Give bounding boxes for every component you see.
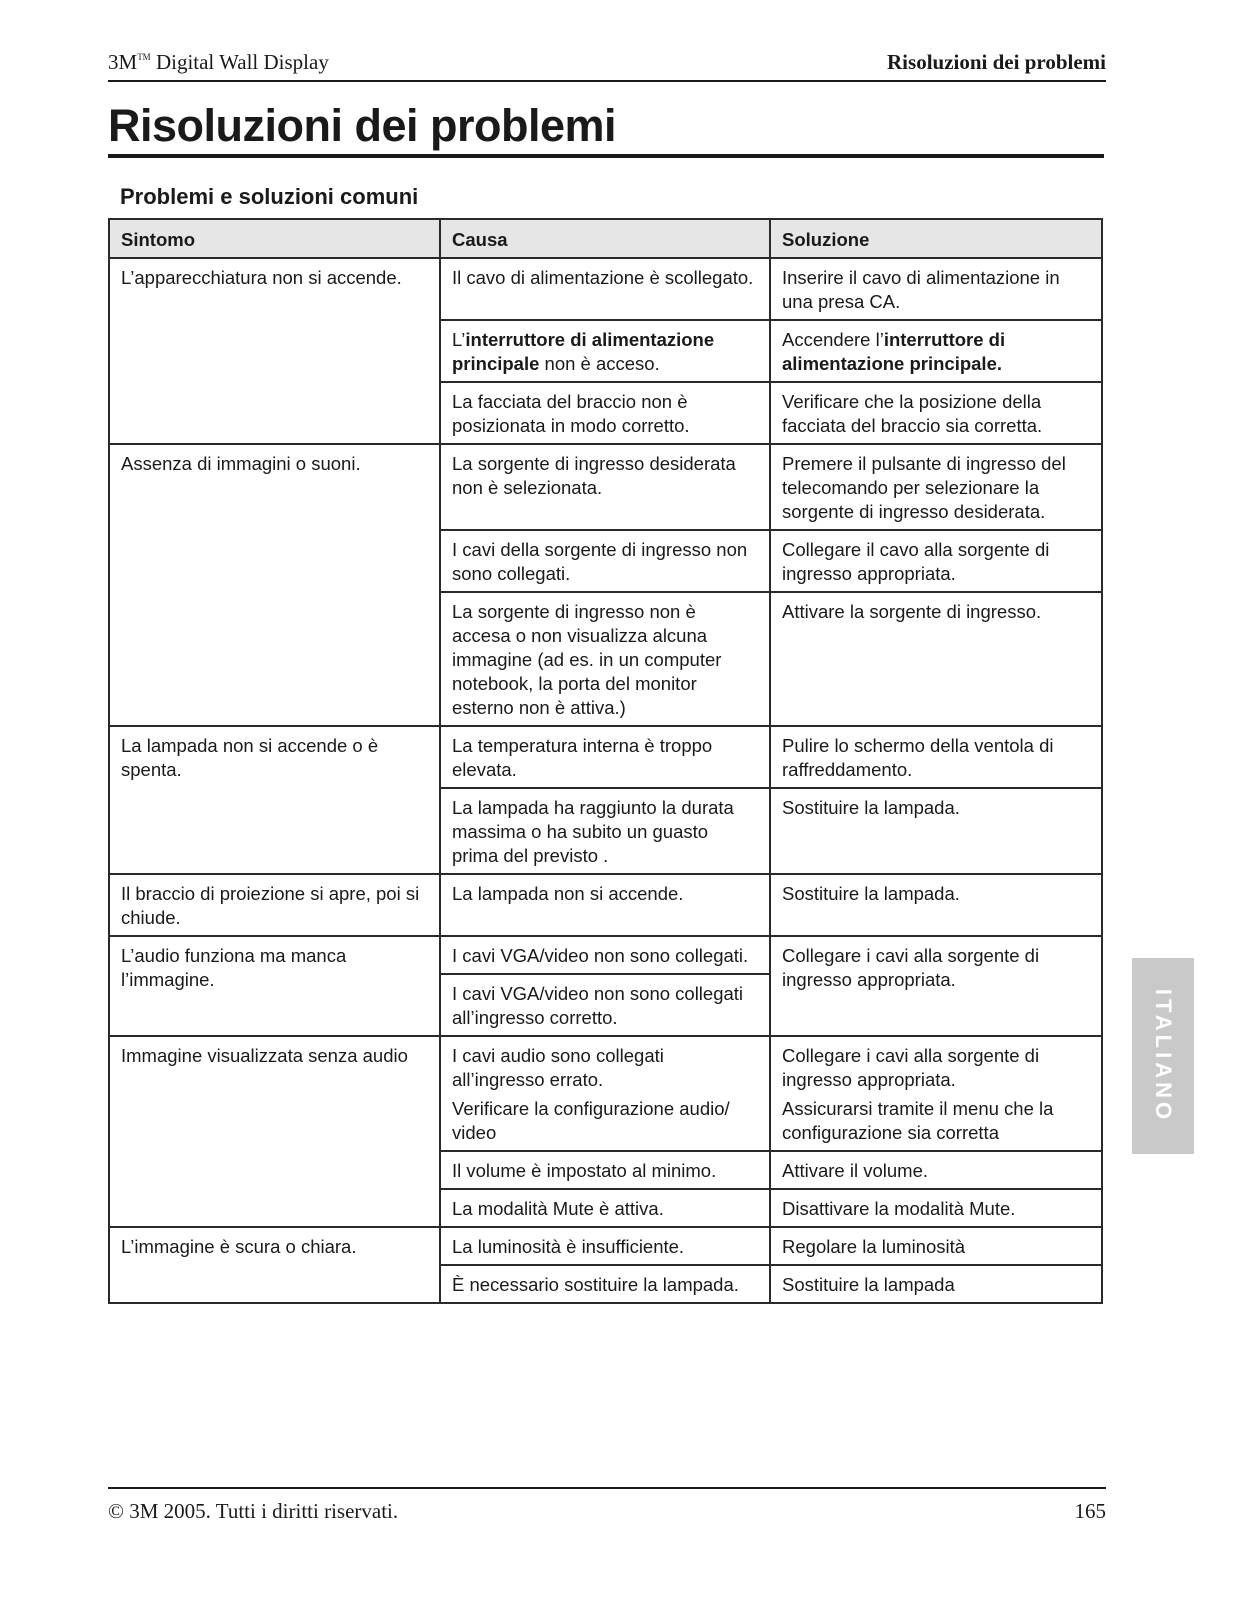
cause-cell	[440, 788, 770, 874]
section-name: Risoluzioni dei problemi	[887, 50, 1106, 74]
solution-cell	[770, 788, 1102, 874]
text-run: La sorgente di ingresso non è accesa o non visualizza alcuna immagine (ad es. in un computer notebook, la porta del monitor esterno non è attiva.)	[452, 601, 722, 718]
cause-cell	[440, 874, 770, 936]
bold-text: interruttore di alimentazione principale.	[782, 329, 1006, 374]
text-run: La lampada non si accende.	[452, 883, 684, 904]
text-run: Sostituire la lampada.	[782, 797, 960, 818]
table-row	[109, 936, 1102, 974]
solution-cell	[770, 382, 1102, 444]
language-tab	[1132, 958, 1194, 1154]
section-subtitle: Problemi e soluzioni comuni	[120, 184, 419, 209]
solution-cell	[770, 1036, 1102, 1151]
text-run: Inserire il cavo di alimentazione in una presa CA.	[782, 267, 1060, 312]
trademark-mark: TM	[137, 52, 151, 62]
bold-text: interruttore di alimentazione principale	[452, 329, 715, 374]
text-run: I cavi VGA/video non sono collegati.	[452, 945, 749, 966]
cause-cell	[440, 1227, 770, 1265]
symptom-cell: L’immagine è scura o chiara.	[109, 1227, 440, 1303]
solution-cell	[770, 936, 1102, 1036]
cell-paragraph: Assicurarsi tramite il menu che la configurazione sia corretta	[782, 1098, 1054, 1143]
language-tab-label: ITALIANO	[1151, 988, 1176, 1124]
symptom-cell: Il braccio di proiezione si apre, poi si chiude.	[109, 874, 440, 936]
text-run: Attivare la sorgente di ingresso.	[782, 601, 1042, 622]
table-row	[109, 444, 1102, 530]
text-run: La lampada ha raggiunto la durata massima o ha subito un guasto prima del previsto .	[452, 797, 734, 866]
page-title: Risoluzioni dei problemi	[108, 98, 1104, 158]
solution-cell	[770, 444, 1102, 530]
cause-cell	[440, 726, 770, 788]
cell-paragraph: Collegare i cavi alla sorgente di ingresso appropriata.	[782, 1045, 1040, 1090]
solution-cell	[770, 1227, 1102, 1265]
cause-cell	[440, 1189, 770, 1227]
symptom-cell: La lampada non si accende o è spenta.	[109, 726, 440, 874]
page-footer	[108, 1487, 1106, 1529]
text-run: Pulire lo schermo della ventola di raffreddamento.	[782, 735, 1054, 780]
text-run: Collegare i cavi alla sorgente di ingresso appropriata.	[782, 945, 1040, 990]
cause-cell	[440, 444, 770, 530]
cause-cell	[440, 530, 770, 592]
text-run: non è acceso.	[539, 353, 660, 374]
solution-cell	[770, 530, 1102, 592]
symptom-cell: Assenza di immagini o suoni.	[109, 444, 440, 726]
table-row	[109, 1036, 1102, 1151]
text-run: Disattivare la modalità Mute.	[782, 1198, 1016, 1219]
solution-cell	[770, 874, 1102, 936]
copyright-text: © 3M 2005. Tutti i diritti riservati.	[108, 1499, 399, 1523]
cause-cell	[440, 320, 770, 382]
column-header-solution: Soluzione	[770, 219, 1102, 258]
table-row	[109, 874, 1102, 936]
cause-cell	[440, 1265, 770, 1303]
cause-cell	[440, 974, 770, 1036]
text-run: Il cavo di alimentazione è scollegato.	[452, 267, 754, 288]
solution-cell	[770, 592, 1102, 726]
solution-cell	[770, 1151, 1102, 1189]
column-header-symptom: Sintomo	[109, 219, 440, 258]
symptom-cell: L’audio funziona ma manca l’immagine.	[109, 936, 440, 1036]
cause-cell	[440, 258, 770, 320]
symptom-cell: L’apparecchiatura non si accende.	[109, 258, 440, 444]
text-run: Regolare la luminosità	[782, 1236, 966, 1257]
cell-paragraph: I cavi audio sono collegati all’ingresso errato.	[452, 1045, 664, 1090]
text-run: Premere il pulsante di ingresso del telecomando per selezionare la sorgente di ingresso desiderata.	[782, 453, 1066, 522]
text-run: Sostituire la lampada	[782, 1274, 955, 1295]
cause-cell	[440, 382, 770, 444]
text-run: Il volume è impostato al minimo.	[452, 1160, 717, 1181]
text-run: La temperatura interna è troppo elevata.	[452, 735, 713, 780]
cause-cell	[440, 1036, 770, 1151]
cause-cell	[440, 592, 770, 726]
solution-cell	[770, 320, 1102, 382]
text-run: I cavi della sorgente di ingresso non sono collegati.	[452, 539, 748, 584]
text-run: Verificare che la posizione della facciata del braccio sia corretta.	[782, 391, 1043, 436]
text-run: Sostituire la lampada.	[782, 883, 960, 904]
text-run: La facciata del braccio non è posizionata in modo corretto.	[452, 391, 690, 436]
solution-cell	[770, 258, 1102, 320]
page-number: 165	[1074, 1499, 1106, 1523]
text-run: La luminosità è insufficiente.	[452, 1236, 685, 1257]
cause-cell	[440, 936, 770, 974]
table-row	[109, 1227, 1102, 1265]
product-name: 3M™ Digital Wall Display	[108, 50, 329, 74]
table-body	[109, 258, 1102, 1303]
troubleshooting-table	[108, 218, 1103, 1304]
column-header-cause: Causa	[440, 219, 770, 258]
solution-cell	[770, 1189, 1102, 1227]
text-run: Accendere l’	[782, 329, 884, 350]
text-run: È necessario sostituire la lampada.	[452, 1274, 739, 1295]
table-header-row	[109, 219, 1102, 258]
text-run: Collegare il cavo alla sorgente di ingresso appropriata.	[782, 539, 1050, 584]
running-header	[108, 48, 1106, 82]
cell-paragraph: Verificare la configurazione audio/ video	[452, 1098, 730, 1143]
table-row	[109, 258, 1102, 320]
text-run: La modalità Mute è attiva.	[452, 1198, 664, 1219]
text-run: L’	[452, 329, 466, 350]
text-run: I cavi VGA/video non sono collegati all’ingresso corretto.	[452, 983, 744, 1028]
symptom-cell: Immagine visualizzata senza audio	[109, 1036, 440, 1227]
text-run: La sorgente di ingresso desiderata non è selezionata.	[452, 453, 736, 498]
solution-cell	[770, 1265, 1102, 1303]
table-row	[109, 726, 1102, 788]
solution-cell	[770, 726, 1102, 788]
text-run: Attivare il volume.	[782, 1160, 928, 1181]
cause-cell	[440, 1151, 770, 1189]
